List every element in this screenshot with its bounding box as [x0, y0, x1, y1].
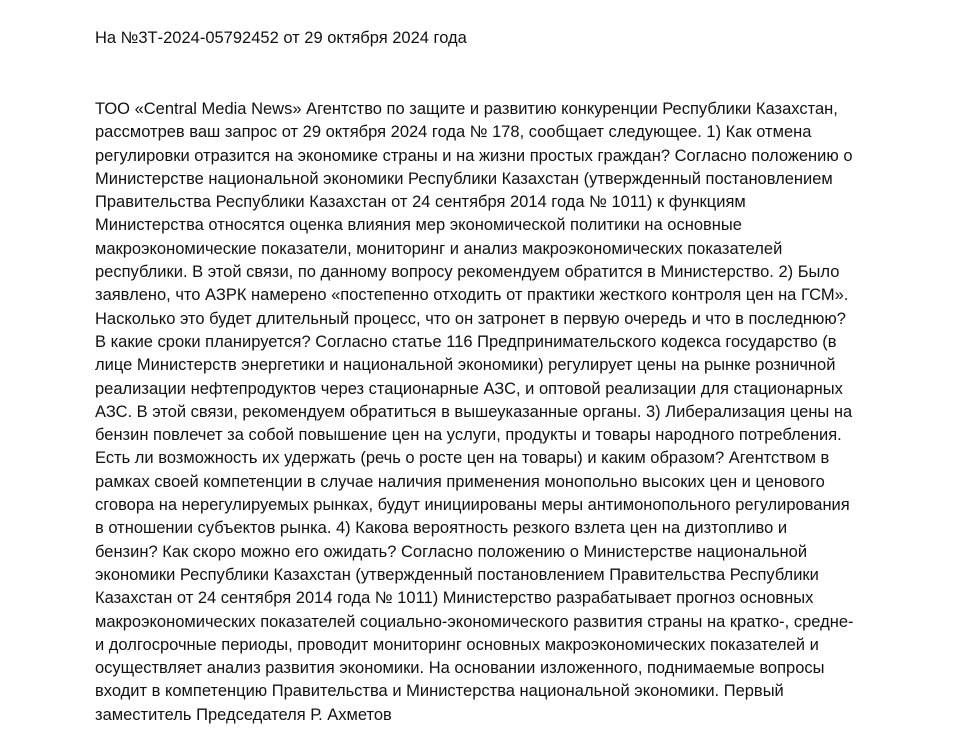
body-line: республики. В этой связи, по данному вопросу рекомендуем обратится в Министерство. 2) Было	[95, 263, 840, 282]
body-line: Казахстан от 24 сентября 2014 года № 1011) Министерство разрабатывает прогноз основных	[95, 589, 814, 608]
body-line: осуществляет анализ развития экономики. На основании изложенного, поднимаемые вопросы	[95, 659, 825, 678]
body-line: и долгосрочные периоды, проводит мониторинг основных макроэкономических показателей и	[95, 635, 819, 654]
reference-line: На №3Т-2024-05792452 от 29 октября 2024 года	[95, 29, 467, 47]
body-line: реализации нефтепродуктов через стационарные АЗС, и оптовой реализации для стационарных	[95, 379, 843, 398]
body-line: сговора на нерегулируемых рынках, будут инициированы меры антимонопольного регулирования	[95, 496, 850, 515]
body-line: в отношении субъектов рынка. 4) Какова вероятность резкого взлета цен на дизтопливо и	[95, 519, 788, 538]
letter-body	[95, 98, 915, 727]
body-line: В какие сроки планируется? Согласно статье 116 Предпринимательского кодекса государство (в	[95, 332, 837, 351]
body-line: Насколько это будет длительный процесс, что он затронет в первую очередь и что в последнюю?	[95, 309, 846, 328]
body-line: рассмотрев ваш запрос от 29 октября 2024 года № 178, сообщает следующее. 1) Как отмена	[95, 123, 812, 142]
body-line: экономики Республики Казахстан (утвержденный постановлением Правительства Республики	[95, 565, 819, 584]
body-line: регулировки отразится на экономике страны и на жизни простых граждан? Согласно положению о	[95, 146, 853, 165]
body-line: заявлено, что АЗРК намерено «постепенно отходить от практики жесткого контроля цен на ГСМ».	[95, 286, 849, 305]
signature-line: заместитель Председателя Р. Ахметов	[95, 705, 392, 724]
body-line: лице Министерств энергетики и национальной экономики) регулирует цены на рынке розничной	[95, 356, 836, 375]
body-line: ТОО «Central Media News» Агентство по защите и развитию конкуренции Республики Казахстан,	[95, 100, 838, 118]
body-line: макроэкономические показатели, мониторинг и анализ макроэкономических показателей	[95, 239, 783, 258]
body-line: Правительства Республики Казахстан от 24 сентября 2014 года № 1011) к функциям	[95, 193, 746, 212]
body-line: Министерства относятся оценка влияния мер экономической политики на основные	[95, 216, 742, 235]
body-line: рамках своей компетенции в случае наличия применения монопольно высоких цен и ценового	[95, 472, 825, 491]
body-line: входит в компетенцию Правительства и Министерства национальной экономики. Первый	[95, 682, 784, 701]
body-line: бензин повлечет за собой повышение цен на услуги, продукты и товары народного потребления.	[95, 426, 842, 445]
body-line: бензин? Как скоро можно его ожидать? Согласно положению о Министерстве национальной	[95, 542, 808, 561]
body-line: Есть ли возможность их удержать (речь о росте цен на товары) и каким образом? Агентством в	[95, 449, 830, 468]
body-line: АЗС. В этой связи, рекомендуем обратиться в вышеуказанные органы. 3) Либерализация цены на	[95, 402, 853, 421]
body-line: Министерстве национальной экономики Республики Казахстан (утвержденный постановлением	[95, 169, 833, 188]
body-line: макроэкономических показателей социально-экономического развития страны на кратко-, средне-	[95, 612, 854, 631]
